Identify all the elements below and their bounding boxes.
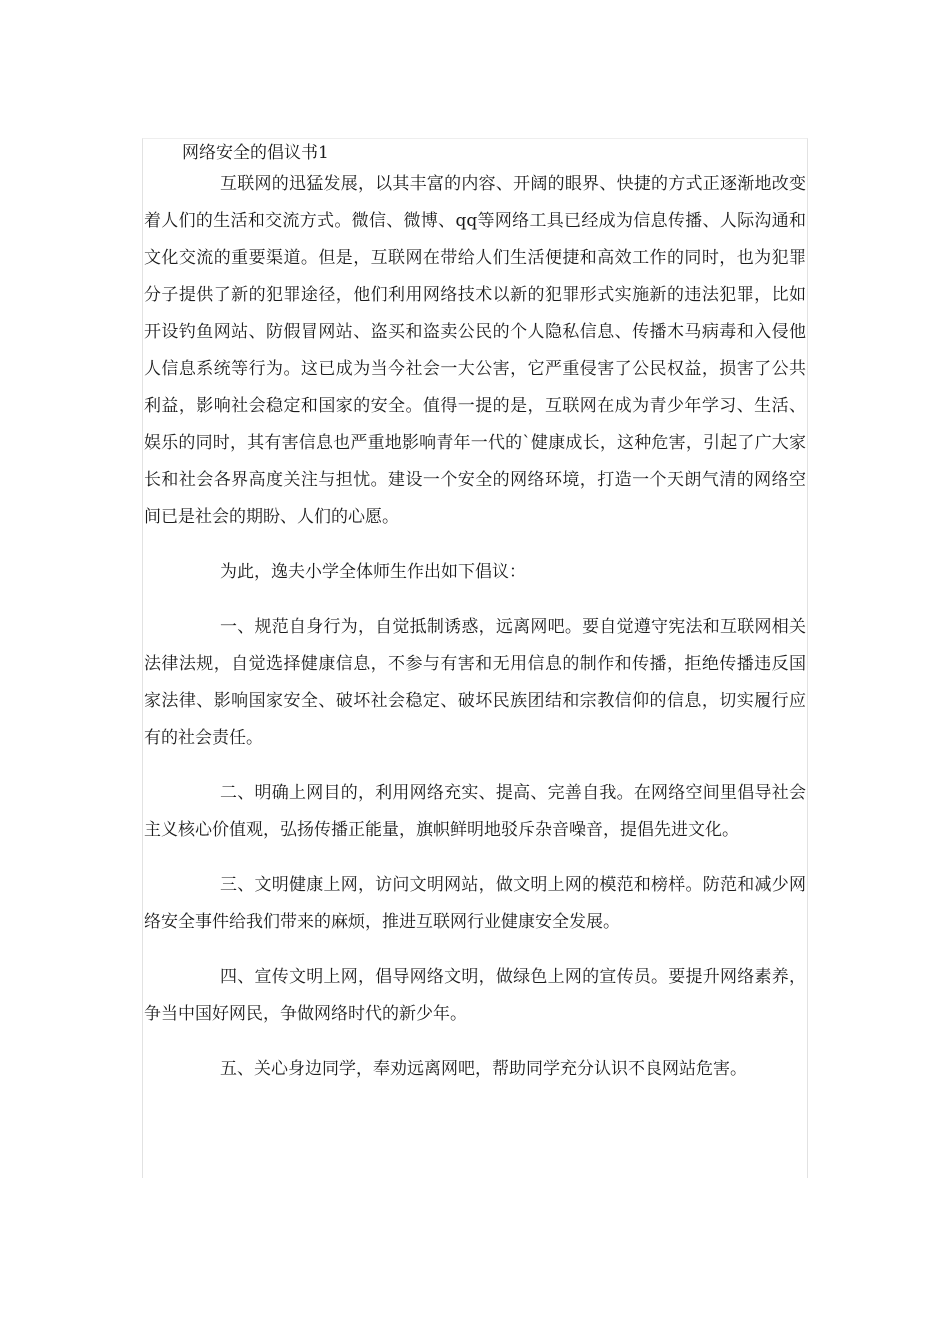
paragraph-item-1: 一、规范自身行为，自觉抵制诱惑，远离网吧。要自觉遵守宪法和互联网相关法律法规，自觉选择健康信息，不参与有害和无用信息的制作和传播，拒绝传播违反国家法律、影响国家安全、破坏社会稳定、破坏民族团结和宗教信仰的信息，切实履行应有的社会责任。 [144,617,806,748]
paragraph-item-2: 二、明确上网目的，利用网络充实、提高、完善自我。在网络空间里倡导社会主义核心价值观，弘扬传播正能量，旗帜鲜明地驳斥杂音噪音，提倡先进文化。 [144,783,806,840]
paragraph-item-3: 三、文明健康上网，访问文明网站，做文明上网的模范和榜样。防范和减少网络安全事件给我们带来的麻烦，推进互联网行业健康安全发展。 [144,875,806,932]
paragraph-item-4: 四、宣传文明上网，倡导网络文明，做绿色上网的宣传员。要提升网络素养，争当中国好网民，争做网络时代的新少年。 [144,967,806,1024]
paragraph-item-5: 五、关心身边同学，奉劝远离网吧，帮助同学充分认识不良网站危害。 [220,1059,747,1079]
paragraph-proposal-lead: 为此，逸夫小学全体师生作出如下倡议： [220,562,526,582]
document-title: 网络安全的倡议书1 [182,143,329,163]
paragraph-intro: 互联网的迅猛发展，以其丰富的内容、开阔的眼界、快捷的方式正逐渐地改变着人们的生活和交流方式。微信、微博、qq等网络工具已经成为信息传播、人际沟通和文化交流的重要渠道。但是，互联网在带给人们生活便捷和高效工作的同时，也为犯罪分子提供了新的犯罪途径，他们利用网络技术以新的犯罪形式实施新的违法犯罪，比如开设钓鱼网站、防假冒网站、盗买和盗卖公民的个人隐私信息、传播木马病毒和入侵他人信息系统等行为。这已成为当今社会一大公害，它严重侵害了公民权益，损害了公共利益，影响社会稳定和国家的安全。值得一提的是，互联网在成为青少年学习、生活、娱乐的同时，其有害信息也严重地影响青年一代的`健康成长，这种危害，引起了广大家长和社会各界高度关注与担忧。建设一个安全的网络环境，打造一个天朗气清的网络空间已是社会的期盼、人们的心愿。 [144,174,806,527]
document-body [144,140,806,1088]
